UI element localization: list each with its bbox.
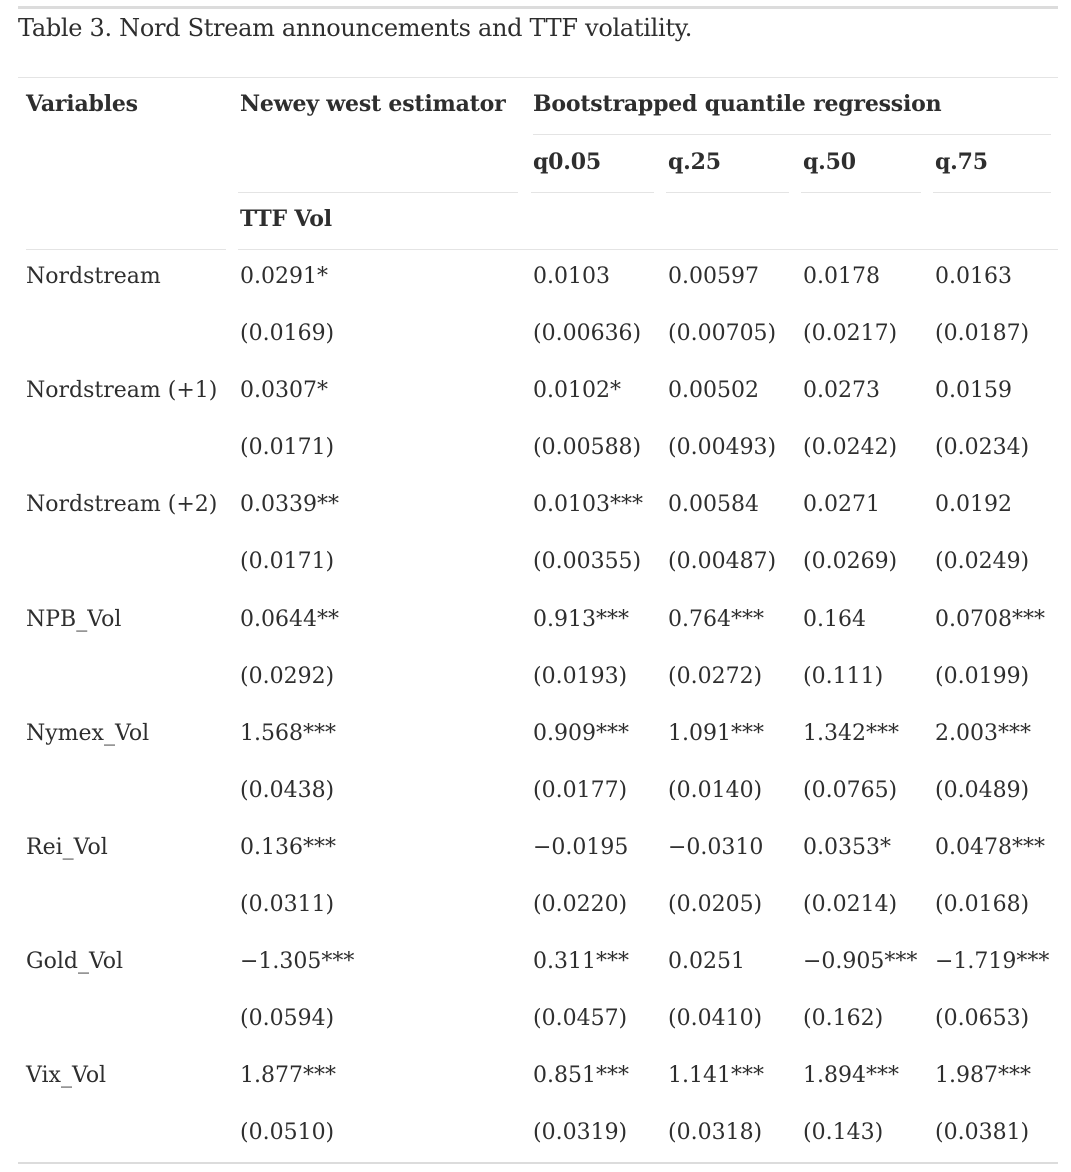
standard-error-cell: (0.0653) <box>935 1006 1030 1031</box>
table-caption: Table 3. Nord Stream announcements and TTF volatility. <box>18 14 693 42</box>
standard-error-cell: (0.00355) <box>533 549 642 574</box>
coefficient-cell: 0.0339** <box>240 492 339 517</box>
coefficient-cell: 0.764*** <box>668 607 764 632</box>
standard-error-cell: (0.0510) <box>240 1120 335 1145</box>
row-label: Gold_Vol <box>26 949 124 974</box>
coefficient-cell: 0.913*** <box>533 607 629 632</box>
row-label: Nymex_Vol <box>26 721 150 746</box>
coefficient-cell: −0.0195 <box>533 835 629 860</box>
standard-error-cell: (0.0205) <box>668 892 763 917</box>
coefficient-cell: 0.0102* <box>533 378 621 403</box>
variables-underline <box>26 249 226 250</box>
standard-error-cell: (0.0489) <box>935 778 1030 803</box>
coefficient-cell: 1.894*** <box>803 1063 899 1088</box>
standard-error-cell: (0.0318) <box>668 1120 763 1145</box>
standard-error-cell: (0.0171) <box>240 435 335 460</box>
quantile-underline <box>531 192 654 193</box>
standard-error-cell: (0.0234) <box>935 435 1030 460</box>
standard-error-cell: (0.0214) <box>803 892 898 917</box>
standard-error-cell: (0.0272) <box>668 664 763 689</box>
row-label: Nordstream (+2) <box>26 492 218 517</box>
header-newey-west: Newey west estimator <box>240 91 506 117</box>
standard-error-cell: (0.0311) <box>240 892 335 917</box>
header-dependent-variable: TTF Vol <box>240 206 332 232</box>
header-quantile: q.25 <box>668 149 721 175</box>
coefficient-cell: 0.0273 <box>803 378 880 403</box>
coefficient-cell: 0.00597 <box>668 264 759 289</box>
standard-error-cell: (0.0594) <box>240 1006 335 1031</box>
coefficient-cell: 0.0353* <box>803 835 891 860</box>
coefficient-cell: 0.164 <box>803 607 866 632</box>
standard-error-cell: (0.0217) <box>803 321 898 346</box>
coefficient-cell: 2.003*** <box>935 721 1031 746</box>
standard-error-cell: (0.0177) <box>533 778 628 803</box>
header-bootstrapped: Bootstrapped quantile regression <box>533 91 942 117</box>
coefficient-cell: 0.00584 <box>668 492 759 517</box>
row-label: NPB_Vol <box>26 607 122 632</box>
standard-error-cell: (0.0199) <box>935 664 1030 689</box>
coefficient-cell: −1.719*** <box>935 949 1050 974</box>
row-label: Nordstream <box>26 264 161 289</box>
bottom-rule <box>18 1162 1058 1164</box>
coefficient-cell: 0.00502 <box>668 378 759 403</box>
standard-error-cell: (0.111) <box>803 664 884 689</box>
coefficient-cell: −1.305*** <box>240 949 355 974</box>
header-top-rule <box>18 77 1058 78</box>
standard-error-cell: (0.0319) <box>533 1120 628 1145</box>
coefficient-cell: 0.0192 <box>935 492 1012 517</box>
header-variables: Variables <box>26 91 138 117</box>
standard-error-cell: (0.00636) <box>533 321 642 346</box>
coefficient-cell: 0.0163 <box>935 264 1012 289</box>
standard-error-cell: (0.0410) <box>668 1006 763 1031</box>
coefficient-cell: 0.0251 <box>668 949 745 974</box>
coefficient-cell: 0.0291* <box>240 264 328 289</box>
standard-error-cell: (0.00588) <box>533 435 642 460</box>
header-quantile: q0.05 <box>533 149 601 175</box>
header-quantile: q.75 <box>935 149 988 175</box>
standard-error-cell: (0.00493) <box>668 435 777 460</box>
row-label: Nordstream (+1) <box>26 378 218 403</box>
standard-error-cell: (0.0381) <box>935 1120 1030 1145</box>
coefficient-cell: 1.091*** <box>668 721 764 746</box>
header-bottom-rule <box>238 249 1058 250</box>
coefficient-cell: 0.0159 <box>935 378 1012 403</box>
coefficient-cell: 0.0307* <box>240 378 328 403</box>
row-label: Rei_Vol <box>26 835 108 860</box>
coefficient-cell: 0.0103*** <box>533 492 643 517</box>
quantile-underline <box>933 192 1051 193</box>
coefficient-cell: 0.0644** <box>240 607 339 632</box>
coefficient-cell: 0.0271 <box>803 492 880 517</box>
standard-error-cell: (0.143) <box>803 1120 884 1145</box>
standard-error-cell: (0.0169) <box>240 321 335 346</box>
coefficient-cell: 1.568*** <box>240 721 336 746</box>
standard-error-cell: (0.0168) <box>935 892 1030 917</box>
top-rule <box>18 6 1058 9</box>
coefficient-cell: 0.0478*** <box>935 835 1045 860</box>
standard-error-cell: (0.0242) <box>803 435 898 460</box>
coefficient-cell: 0.0178 <box>803 264 880 289</box>
standard-error-cell: (0.0292) <box>240 664 335 689</box>
standard-error-cell: (0.0269) <box>803 549 898 574</box>
coefficient-cell: 0.851*** <box>533 1063 629 1088</box>
quantile-underline <box>801 192 921 193</box>
quantile-underline <box>666 192 789 193</box>
standard-error-cell: (0.162) <box>803 1006 884 1031</box>
coefficient-cell: 0.0103 <box>533 264 610 289</box>
coefficient-cell: 1.141*** <box>668 1063 764 1088</box>
standard-error-cell: (0.0193) <box>533 664 628 689</box>
standard-error-cell: (0.0140) <box>668 778 763 803</box>
coefficient-cell: 0.311*** <box>533 949 629 974</box>
standard-error-cell: (0.0457) <box>533 1006 628 1031</box>
coefficient-cell: 0.909*** <box>533 721 629 746</box>
standard-error-cell: (0.0765) <box>803 778 898 803</box>
newey-west-underline <box>238 192 518 193</box>
bootstrapped-underline <box>533 134 1051 135</box>
coefficient-cell: −0.905*** <box>803 949 918 974</box>
coefficient-cell: 0.0708*** <box>935 607 1045 632</box>
coefficient-cell: −0.0310 <box>668 835 764 860</box>
coefficient-cell: 1.987*** <box>935 1063 1031 1088</box>
standard-error-cell: (0.0220) <box>533 892 628 917</box>
row-label: Vix_Vol <box>26 1063 107 1088</box>
standard-error-cell: (0.0438) <box>240 778 335 803</box>
standard-error-cell: (0.0249) <box>935 549 1030 574</box>
coefficient-cell: 1.342*** <box>803 721 899 746</box>
standard-error-cell: (0.0187) <box>935 321 1030 346</box>
standard-error-cell: (0.0171) <box>240 549 335 574</box>
standard-error-cell: (0.00487) <box>668 549 777 574</box>
header-quantile: q.50 <box>803 149 856 175</box>
coefficient-cell: 0.136*** <box>240 835 336 860</box>
standard-error-cell: (0.00705) <box>668 321 777 346</box>
coefficient-cell: 1.877*** <box>240 1063 336 1088</box>
